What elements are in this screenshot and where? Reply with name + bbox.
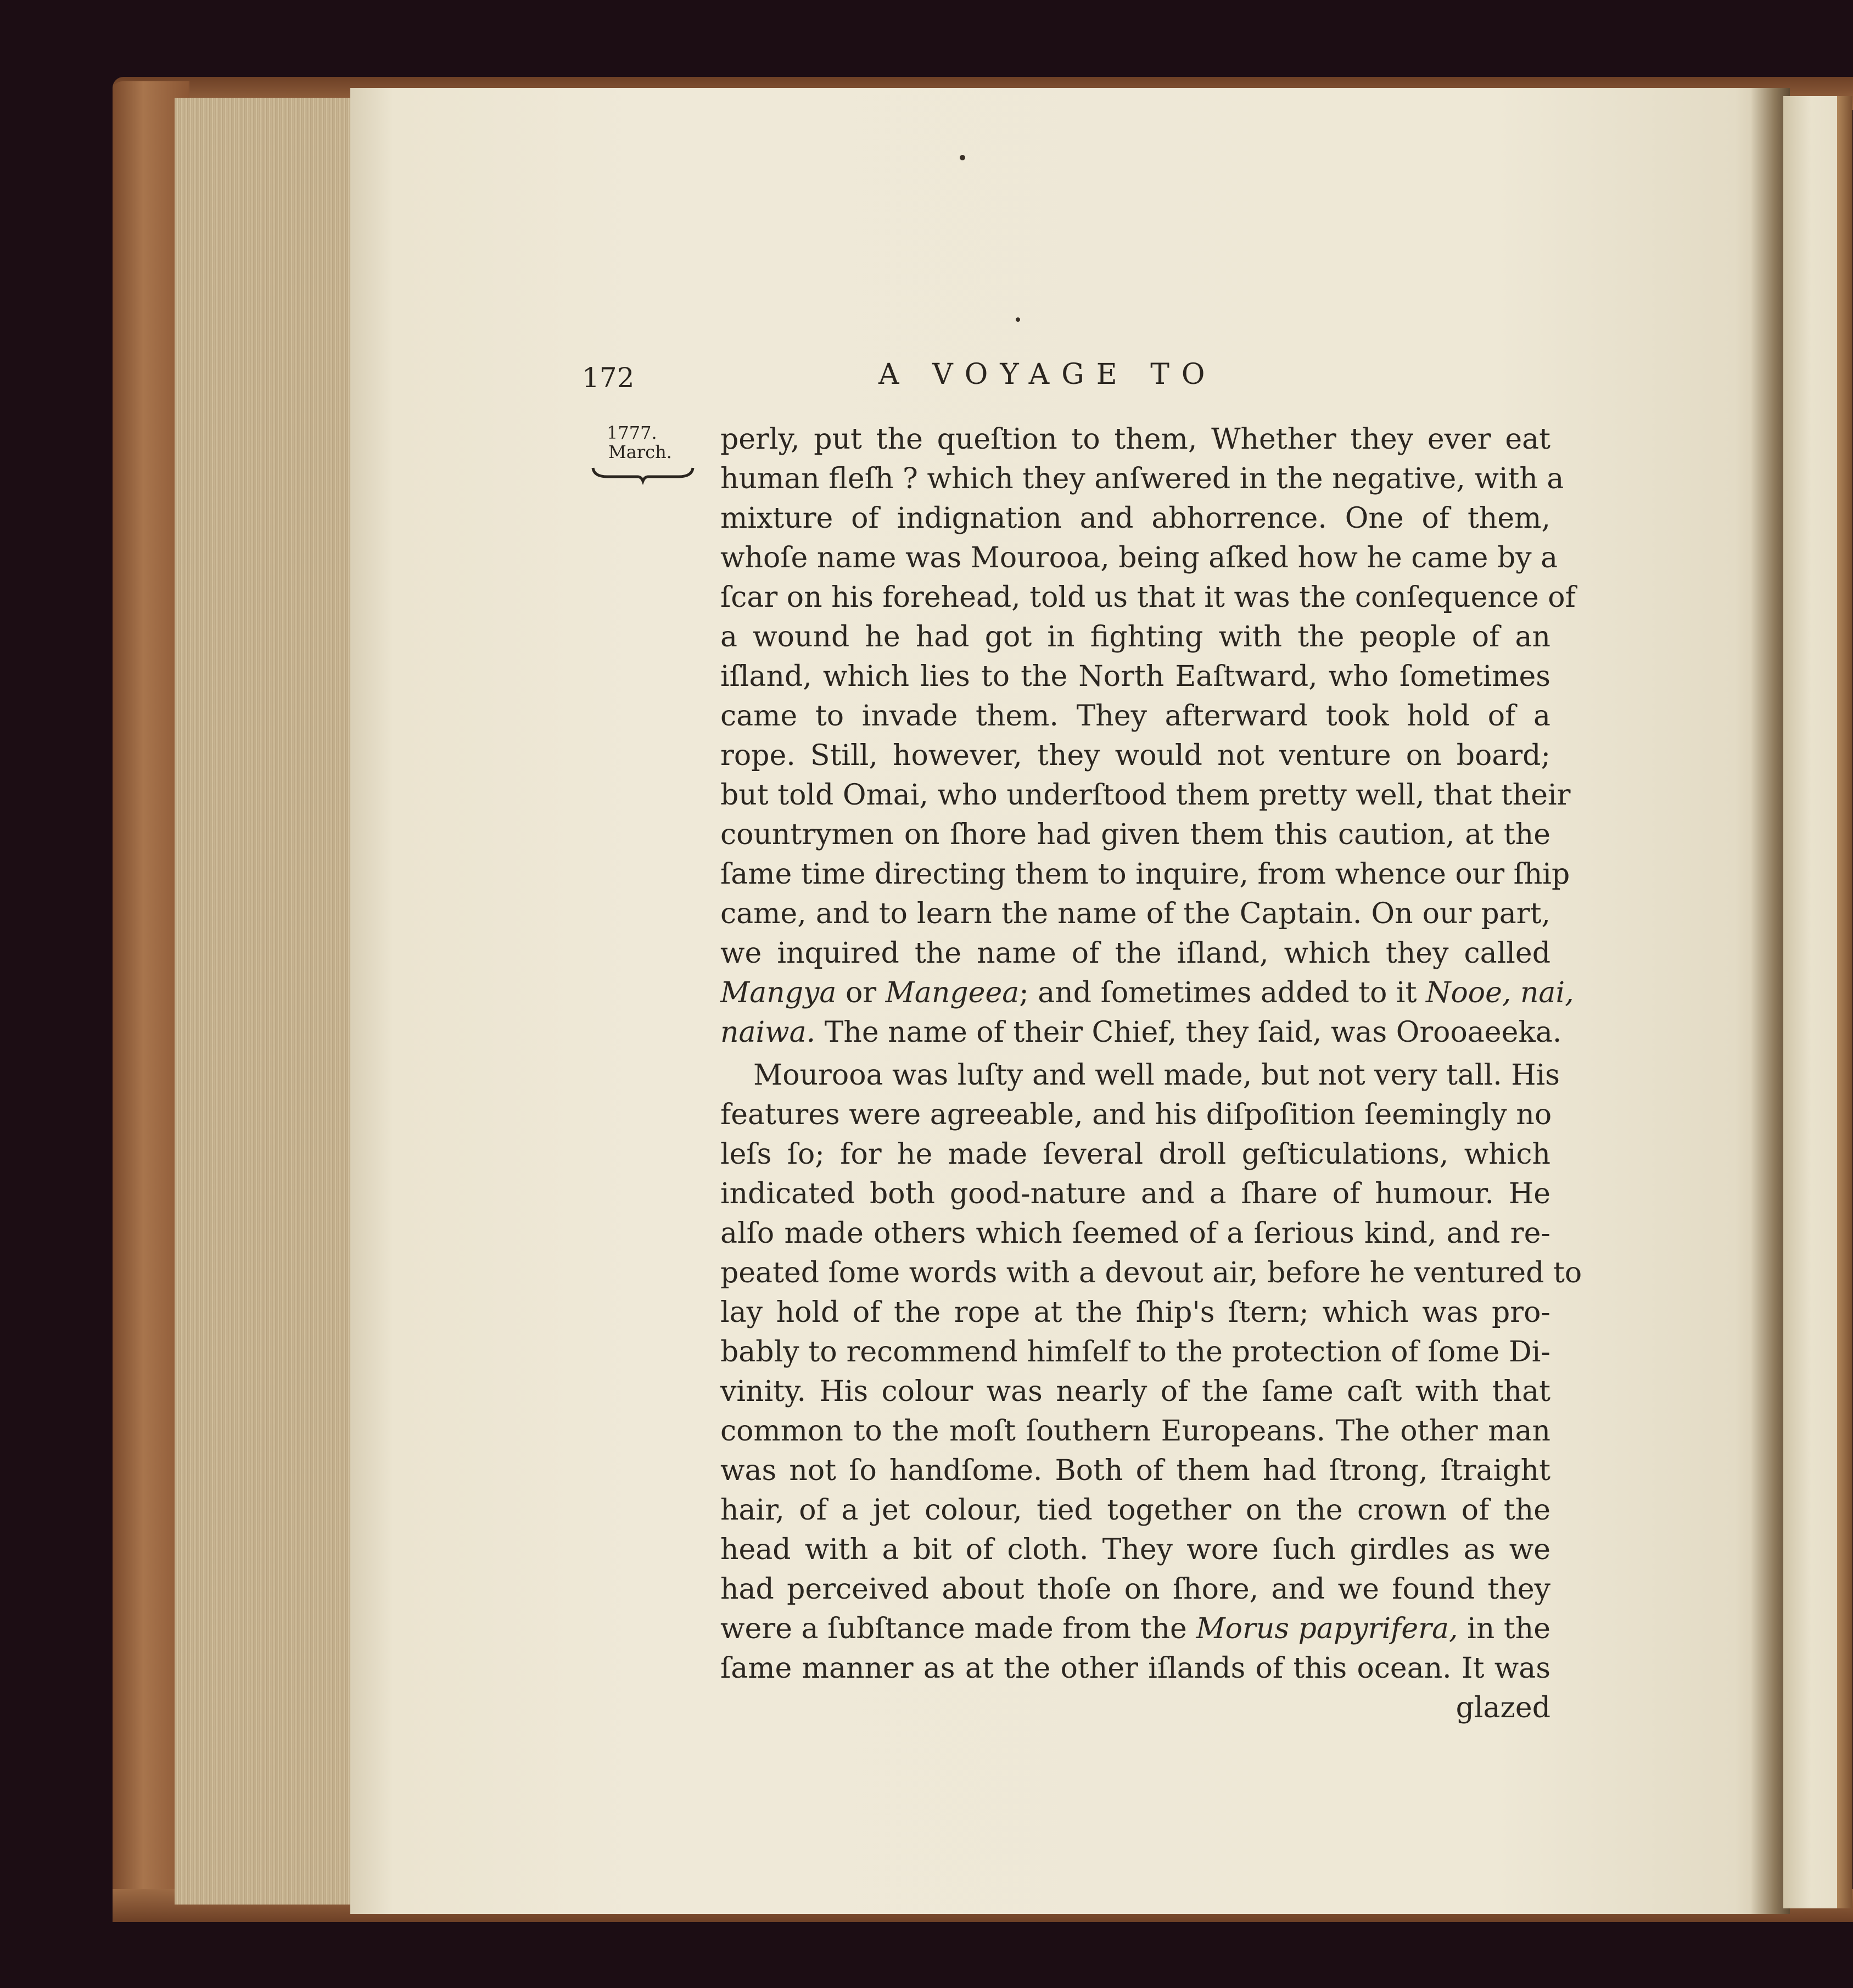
text-line: perly, put the queſtion to them, Whether they ever eat bbox=[720, 423, 1550, 456]
text-line: indicated both good-nature and a ſhare of humour. He bbox=[720, 1177, 1550, 1210]
margin-month: March. bbox=[608, 442, 672, 462]
word-or: or bbox=[845, 976, 877, 1009]
margin-brace-ornament bbox=[591, 466, 695, 482]
catchword: glazed bbox=[1455, 1691, 1550, 1724]
text-line: a wound he had got in fighting with the people of an bbox=[720, 621, 1550, 654]
text-line: mixture of indignation and abhorrence. One of them, bbox=[720, 502, 1550, 535]
morus-before: were a ſubſtance made from the bbox=[720, 1612, 1187, 1645]
text-line-morus bbox=[720, 1609, 1550, 1649]
text-line: hair, of a jet colour, tied together on the crown of the bbox=[720, 1494, 1550, 1527]
text-line: alſo made others which ſeemed of a ſerious kind, and re- bbox=[720, 1217, 1550, 1250]
page-number: 172 bbox=[582, 362, 635, 394]
text-line: vinity. His colour was nearly of the ſame caſt with that bbox=[720, 1375, 1550, 1408]
text-line: lay hold of the rope at the ſhip's ſtern; which was pro- bbox=[720, 1296, 1550, 1329]
text-line: features were agreeable, and his diſpoſition ſeemingly no bbox=[720, 1098, 1552, 1131]
text-line: bably to recommend himſelf to the protection of ſome Di- bbox=[720, 1336, 1550, 1369]
text-line: countrymen on ſhore had given them this caution, at the bbox=[720, 818, 1550, 851]
name-suffix: Nooe, nai, bbox=[1426, 976, 1574, 1009]
text-line: common to the moſt ſouthern Europeans. The other man bbox=[720, 1415, 1550, 1448]
line-middle: ; and ſometimes added to it bbox=[1019, 976, 1417, 1009]
running-title: A VOYAGE TO bbox=[878, 358, 1217, 391]
text-line: ſame manner as at the other iſlands of this ocean. It was bbox=[720, 1652, 1550, 1685]
text-line: leſs ſo; for he made ſeveral droll geſticulations, which bbox=[720, 1138, 1550, 1171]
text-line-paragraph-end bbox=[720, 1013, 1562, 1052]
margin-year: 1777. bbox=[607, 422, 657, 443]
morus-after: in the bbox=[1467, 1612, 1551, 1645]
ink-speck bbox=[960, 155, 965, 160]
text-line: head with a bit of cloth. They wore ſuch girdles as we bbox=[720, 1533, 1550, 1566]
text-line-italic-names bbox=[720, 973, 1574, 1013]
text-line: peated ſome words with a devout air, before he ventured to bbox=[720, 1257, 1582, 1289]
text-line: had perceived about thoſe on ſhore, and we found they bbox=[720, 1573, 1550, 1606]
text-line: but told Omai, who underſtood them pretty well, that their bbox=[720, 779, 1571, 812]
text-line: rope. Still, however, they would not venture on board; bbox=[720, 739, 1550, 772]
text-line: ſcar on his forehead, told us that it was the conſequence of bbox=[720, 581, 1576, 614]
text-line: human fleſh ? which they anſwered in the negative, with a bbox=[720, 462, 1564, 495]
text-line: whoſe name was Mourooa, being aſked how he came by a bbox=[720, 541, 1558, 574]
facing-cover-edge bbox=[1837, 96, 1852, 1908]
text-line: ſame time directing them to inquire, from whence our ſhip bbox=[720, 858, 1570, 891]
island-name-mangeea: Mangeea bbox=[885, 976, 1020, 1009]
ink-speck bbox=[1016, 317, 1020, 322]
page-edges bbox=[175, 98, 352, 1905]
text-line: Mourooa was luſty and well made, but not very tall. His bbox=[753, 1059, 1560, 1092]
island-name-mangya: Mangya bbox=[720, 976, 837, 1009]
chief-sentence: The name of their Chief, they ſaid, was Orooaeeka. bbox=[824, 1016, 1562, 1049]
word-naiwa: naiwa. bbox=[720, 1016, 816, 1049]
text-line: iſland, which lies to the North Eaſtward, who ſometimes bbox=[720, 660, 1550, 693]
species-morus-papyrifera: Morus papyrifera, bbox=[1196, 1612, 1458, 1645]
text-line: came, and to learn the name of the Captain. On our part, bbox=[720, 897, 1550, 930]
text-line: came to invade them. They afterward took hold of a bbox=[720, 700, 1550, 733]
text-line: we inquired the name of the iſland, which they called bbox=[720, 937, 1550, 970]
text-line: was not ſo handſome. Both of them had ſtrong, ſtraight bbox=[720, 1454, 1550, 1487]
